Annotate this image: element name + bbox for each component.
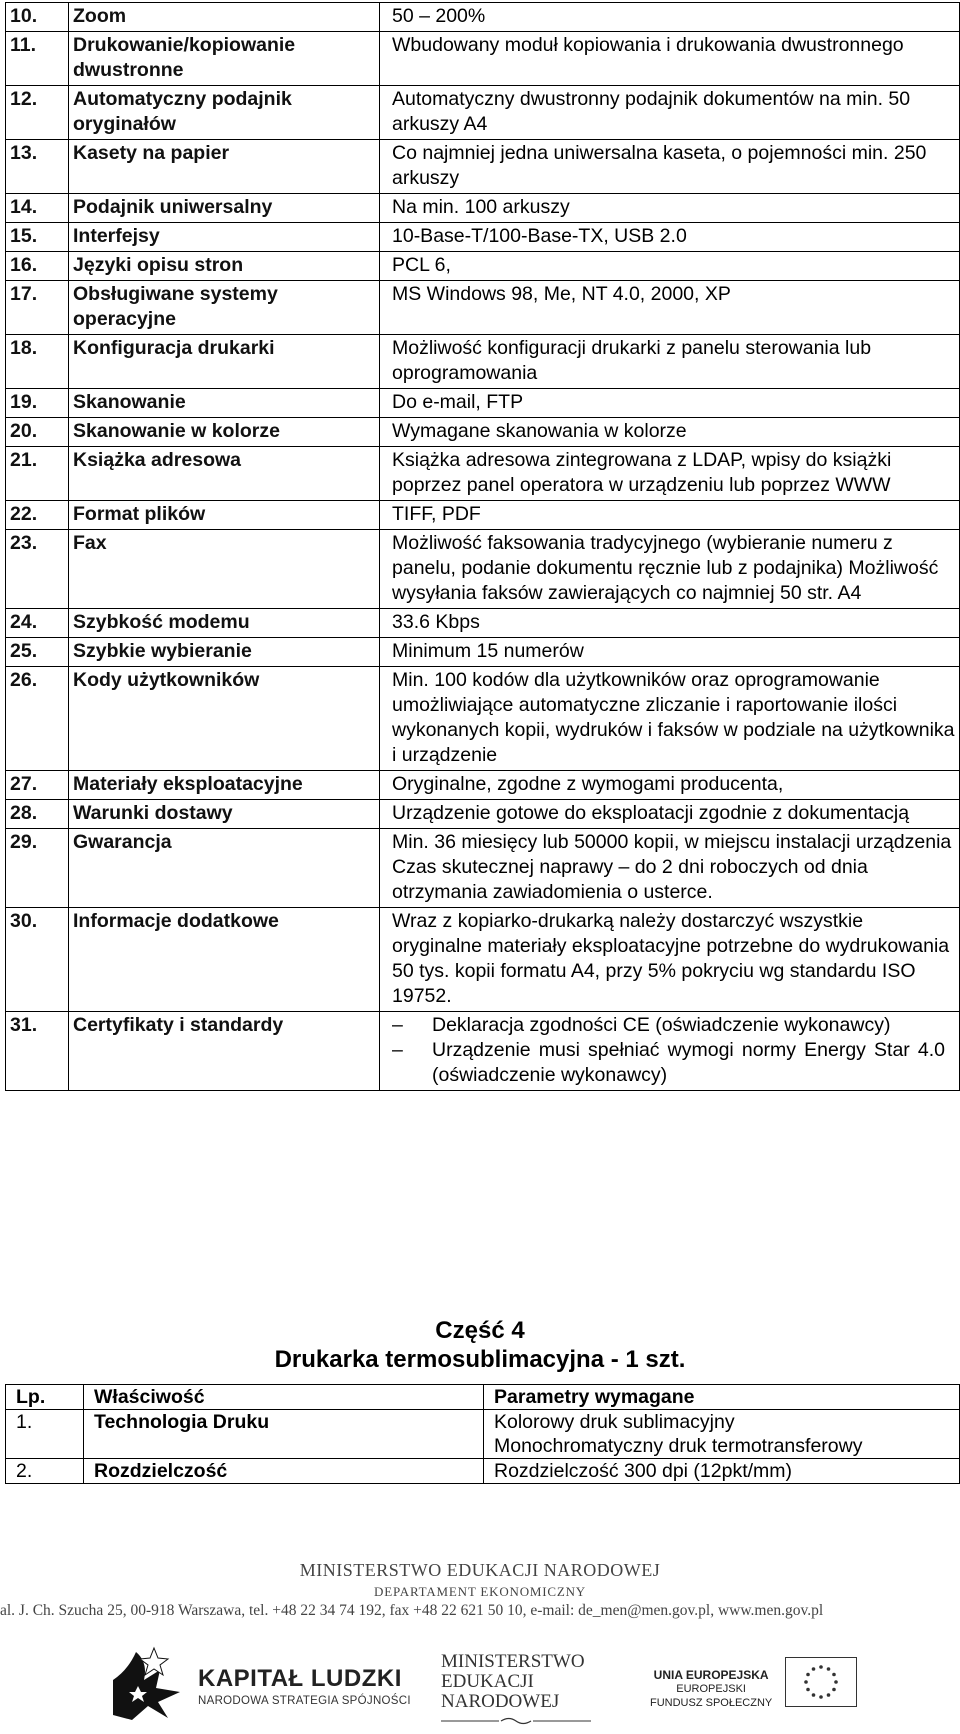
property-value: TIFF, PDF <box>380 501 960 530</box>
property-name: Interfejsy <box>69 223 380 252</box>
property-name: Podajnik uniwersalny <box>69 194 380 223</box>
table-row <box>6 223 960 252</box>
table-row <box>6 1012 960 1091</box>
table-row <box>6 800 960 829</box>
property-value <box>380 1012 960 1091</box>
eu-star-icon <box>806 1688 810 1692</box>
table-row <box>6 501 960 530</box>
table-row <box>6 194 960 223</box>
property-value: Na min. 100 arkuszy <box>380 194 960 223</box>
property-name: Gwarancja <box>69 829 380 908</box>
property-value: MS Windows 98, Me, NT 4.0, 2000, XP <box>380 281 960 335</box>
eu-star-icon <box>806 1673 810 1677</box>
row-number: 18. <box>6 335 69 389</box>
table-row <box>6 335 960 389</box>
table-row <box>6 32 960 86</box>
property-value: Książka adresowa zintegrowana z LDAP, wpisy do książki poprzez panel operatora w urządzeniu lub poprzez WWW <box>380 447 960 501</box>
property-name: Obsługiwane systemy operacyjne <box>69 281 380 335</box>
row-number: 19. <box>6 389 69 418</box>
property-name: Szybkie wybieranie <box>69 638 380 667</box>
property-name: Szybkość modemu <box>69 609 380 638</box>
table-row <box>6 1459 960 1484</box>
spec-table <box>5 2 960 1091</box>
property-value: Wraz z kopiarko-drukarką należy dostarczyć wszystkie oryginalne materiały eksploatacyjne potrzebne do wydrukowania 50 tys. kopii formatu A4, przy 5% pokryciu wg standardu ISO 19752. <box>380 908 960 1012</box>
row-number: 30. <box>6 908 69 1012</box>
row-number: 17. <box>6 281 69 335</box>
row-number: 2. <box>6 1459 84 1484</box>
footer-ministry-name: MINISTERSTWO EDUKACJI NARODOWEJ <box>299 1560 661 1580</box>
property-value: Automatyczny dwustronny podajnik dokumentów na min. 50 arkuszy A4 <box>380 86 960 140</box>
footer-address: al. J. Ch. Szucha 25, 00-918 Warszawa, tel. +48 22 34 74 192, fax +48 22 621 50 10, e-mail: de_men@men.gov.pl, www.men.gov.pl <box>0 1602 824 1619</box>
row-number: 1. <box>6 1410 84 1459</box>
table-row <box>6 86 960 140</box>
property-name: Drukowanie/kopiowanie dwustronne <box>69 32 380 86</box>
property-name: Informacje dodatkowe <box>69 908 380 1012</box>
property-value: Min. 36 miesięcy lub 50000 kopii, w miejscu instalacji urządzenia Czas skutecznej naprawy – do 2 dni roboczych od dnia otrzymania zawiadomienia o usterce. <box>380 829 960 908</box>
logo-line: MINISTERSTWO <box>441 1651 585 1672</box>
property-value: Oryginalne, zgodne z wymogami producenta, <box>380 771 960 800</box>
row-number: 26. <box>6 667 69 771</box>
eu-star-icon <box>819 1665 823 1669</box>
table-row <box>6 140 960 194</box>
property-value: Możliwość faksowania tradycyjnego (wybieranie numeru z panelu, podanie dokumentu ręcznie lub z podajnika) Możliwość wysyłania faksów zawierających co najmniej 50 str. A4 <box>380 530 960 609</box>
table-row <box>6 252 960 281</box>
row-number: 13. <box>6 140 69 194</box>
row-number: 21. <box>6 447 69 501</box>
property-name: Kasety na papier <box>69 140 380 194</box>
eu-star-icon <box>832 1673 836 1677</box>
property-value: Urządzenie gotowe do eksploatacji zgodnie z dokumentacją <box>380 800 960 829</box>
logo-title: UNIA EUROPEJSKA <box>653 1668 769 1682</box>
property-name: Technologia Druku <box>84 1410 484 1459</box>
kapital-ludzki-logo-icon <box>108 1640 188 1720</box>
property-name: Konfiguracja drukarki <box>69 335 380 389</box>
value-line: Rozdzielczość 300 dpi (12pkt/mm) <box>494 1460 793 1482</box>
row-number: 31. <box>6 1012 69 1091</box>
property-name: Książka adresowa <box>69 447 380 501</box>
property-name: Kody użytkowników <box>69 667 380 771</box>
row-number: 11. <box>6 32 69 86</box>
property-value: Co najmniej jedna uniwersalna kaseta, o pojemności min. 250 arkuszy <box>380 140 960 194</box>
row-number: 24. <box>6 609 69 638</box>
header-property: Właściwość <box>84 1385 484 1410</box>
table-row <box>6 447 960 501</box>
men-logo <box>441 1652 601 1726</box>
part4-table <box>5 1384 960 1484</box>
logo-line: FUNDUSZ SPOŁECZNY <box>650 1697 773 1709</box>
logo-line: NARODOWEJ <box>441 1691 560 1712</box>
property-value: Wymagane skanowania w kolorze <box>380 418 960 447</box>
section-subtitle: Drukarka termosublimacyjna - 1 szt. <box>274 1346 686 1373</box>
spec-table-body <box>6 3 960 1012</box>
eu-logo-text <box>650 1668 772 1710</box>
table-row <box>6 530 960 609</box>
table-header-row <box>6 1385 960 1410</box>
property-value <box>484 1410 960 1459</box>
table-row <box>6 3 960 32</box>
value-line: Monochromatyczny druk termotransferowy <box>494 1435 863 1457</box>
row-number: 12. <box>6 86 69 140</box>
property-name: Fax <box>69 530 380 609</box>
row-number: 16. <box>6 252 69 281</box>
eu-star-icon <box>834 1680 838 1684</box>
row-number: 20. <box>6 418 69 447</box>
row-number: 29. <box>6 829 69 908</box>
property-name: Rozdzielczość <box>84 1459 484 1484</box>
eu-star-icon <box>804 1680 808 1684</box>
row-number: 22. <box>6 501 69 530</box>
row-number: 28. <box>6 800 69 829</box>
property-name: Format plików <box>69 501 380 530</box>
property-name: Materiały eksploatacyjne <box>69 771 380 800</box>
eu-star-icon <box>832 1688 836 1692</box>
property-name: Certyfikaty i standardy <box>69 1012 380 1091</box>
row-number: 10. <box>6 3 69 32</box>
table-row <box>6 638 960 667</box>
logo-line: EUROPEJSKI <box>676 1683 746 1695</box>
property-value: 50 – 200% <box>380 3 960 32</box>
spec-table-row-31-group <box>6 1012 960 1091</box>
property-value: Min. 100 kodów dla użytkowników oraz oprogramowanie umożliwiające automatyczne zliczanie i raportowanie ilości wykonanych kopii, wydruków i faksów w podziale na użytkownika i urządzenie <box>380 667 960 771</box>
table-row <box>6 418 960 447</box>
eu-star-icon <box>827 1667 831 1671</box>
property-value <box>484 1459 960 1484</box>
property-name: Warunki dostawy <box>69 800 380 829</box>
header-lp: Lp. <box>6 1385 84 1410</box>
list-item: – Urządzenie musi spełniać wymogi normy Energy Star 4.0 (oświadczenie wykonawcy) <box>392 1038 955 1088</box>
header-parameters: Parametry wymagane <box>484 1385 960 1410</box>
property-value: Możliwość konfiguracji drukarki z panelu sterowania lub oprogramowania <box>380 335 960 389</box>
row-number: 25. <box>6 638 69 667</box>
eu-flag-icon <box>785 1657 857 1707</box>
table-row <box>6 667 960 771</box>
list-item: – Deklaracja zgodności CE (oświadczenie wykonawcy) <box>392 1013 955 1038</box>
property-value: Minimum 15 numerów <box>380 638 960 667</box>
eu-star-icon <box>827 1693 831 1697</box>
property-value: Do e-mail, FTP <box>380 389 960 418</box>
row-number: 14. <box>6 194 69 223</box>
eu-star-icon <box>812 1667 816 1671</box>
row-number: 15. <box>6 223 69 252</box>
property-name: Zoom <box>69 3 380 32</box>
footer-department: DEPARTAMENT EKONOMICZNY <box>374 1584 586 1599</box>
property-value: 33.6 Kbps <box>380 609 960 638</box>
kapital-ludzki-logo <box>198 1665 411 1707</box>
table-row <box>6 829 960 908</box>
property-value: 10-Base-T/100-Base-TX, USB 2.0 <box>380 223 960 252</box>
property-value: Wbudowany moduł kopiowania i drukowania dwustronnego <box>380 32 960 86</box>
property-name: Skanowanie <box>69 389 380 418</box>
ornament-line-icon <box>441 1716 591 1726</box>
eu-star-icon <box>812 1693 816 1697</box>
table-row <box>6 771 960 800</box>
table-row <box>6 389 960 418</box>
eu-star-icon <box>819 1695 823 1699</box>
property-name: Automatyczny podajnik oryginałów <box>69 86 380 140</box>
property-name: Skanowanie w kolorze <box>69 418 380 447</box>
table-row <box>6 908 960 1012</box>
certificate-list <box>392 1013 955 1088</box>
table-row <box>6 281 960 335</box>
table-row <box>6 1410 960 1459</box>
table-row <box>6 609 960 638</box>
property-name: Języki opisu stron <box>69 252 380 281</box>
property-value: PCL 6, <box>380 252 960 281</box>
logo-title: KAPITAŁ LUDZKI <box>198 1665 402 1692</box>
value-line: Kolorowy druk sublimacyjny <box>494 1411 735 1433</box>
section-title: Część 4 <box>435 1317 525 1344</box>
row-number: 23. <box>6 530 69 609</box>
logo-subtitle: NARODOWA STRATEGIA SPÓJNOŚCI <box>198 1695 411 1707</box>
row-number: 27. <box>6 771 69 800</box>
logo-line: EDUKACJI <box>441 1671 534 1692</box>
